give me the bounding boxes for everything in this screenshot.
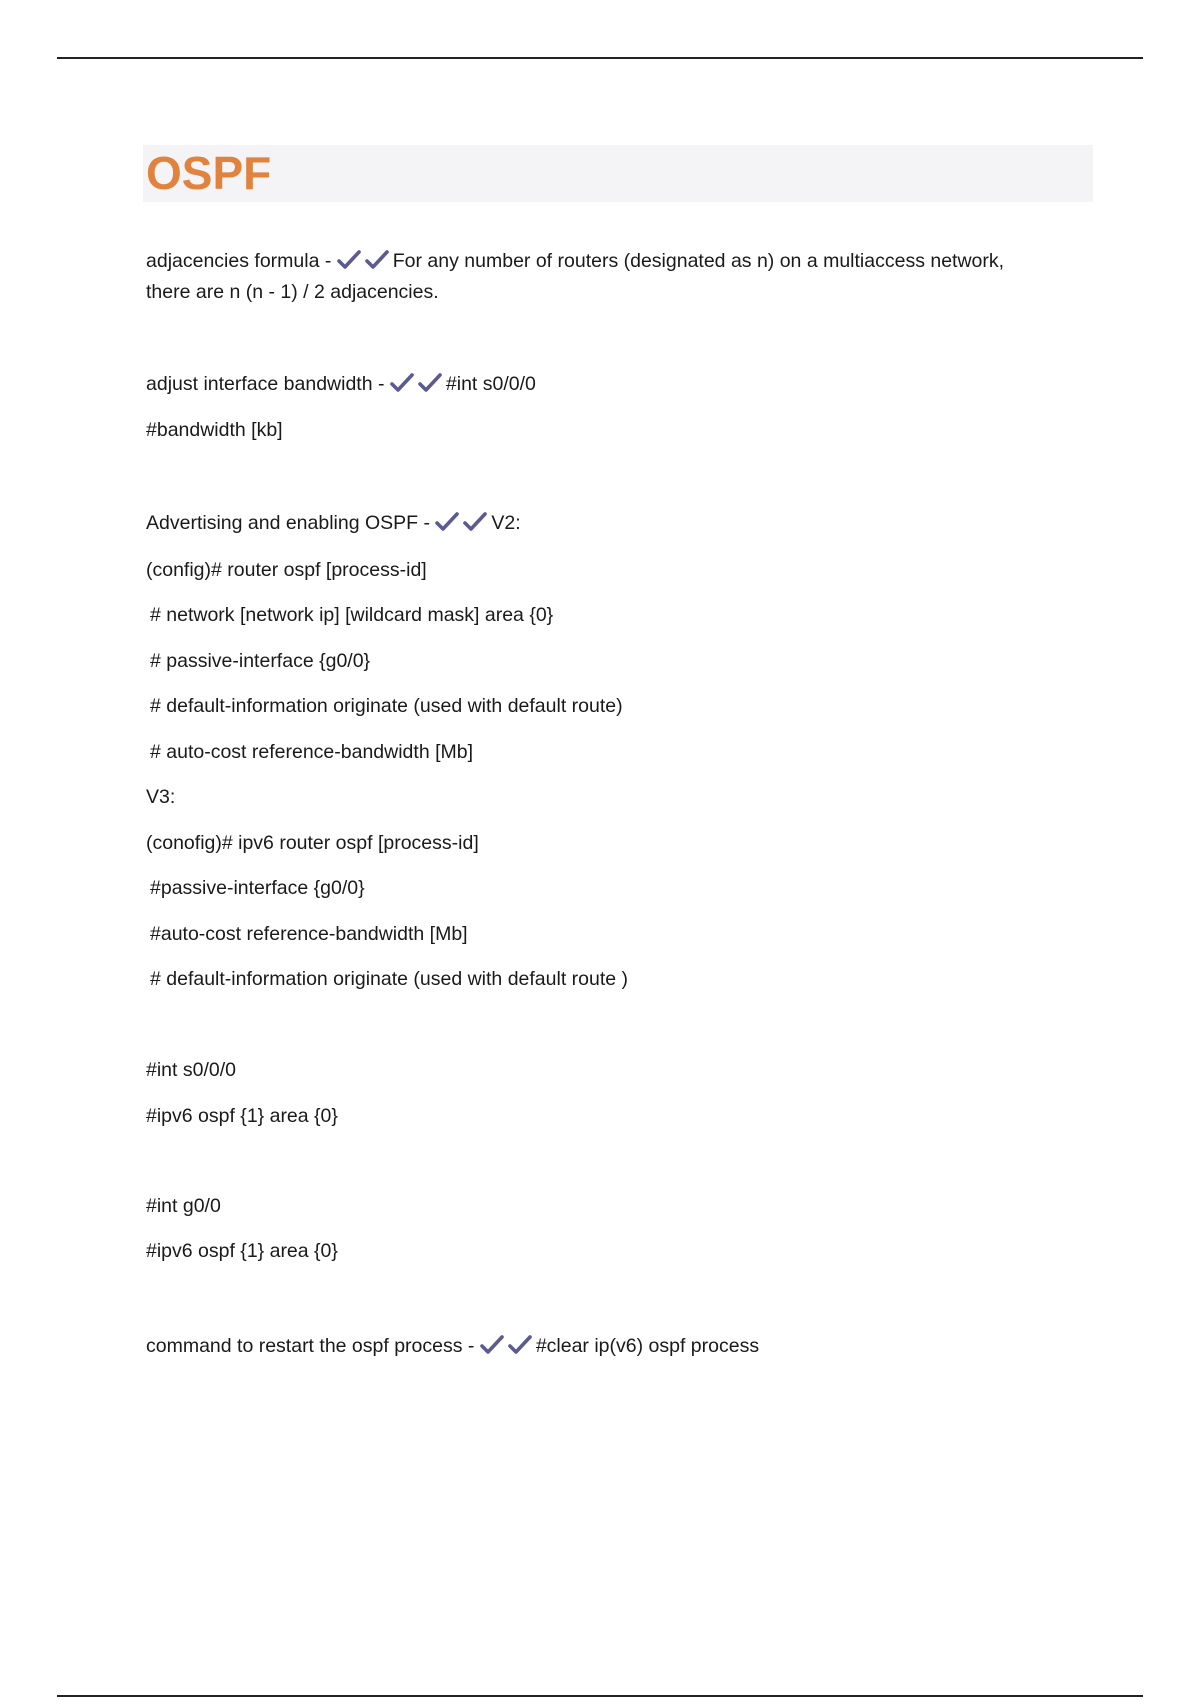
command-line: #ipv6 ospf {1} area {0} (146, 1240, 338, 1262)
entry-term: command to restart the ospf process - (146, 1335, 475, 1357)
command-line: #int g0/0 (146, 1195, 221, 1217)
title-bar (143, 145, 1093, 202)
check-icon (365, 249, 389, 271)
entry-term: adjust interface bandwidth - (146, 373, 385, 395)
check-icon (480, 1334, 504, 1356)
check-icon (463, 511, 487, 533)
entry-advertising-ospf (146, 510, 521, 536)
command-line: #bandwidth [kb] (146, 419, 283, 441)
command-line: # default-information originate (used with default route ) (150, 968, 629, 990)
command-line: #ipv6 ospf {1} area {0} (146, 1105, 338, 1127)
command-line: V3: (146, 786, 176, 808)
entry-term: adjacencies formula - (146, 250, 332, 272)
command-line: #int s0/0/0 (146, 1059, 236, 1081)
command-line: # network [network ip] [wildcard mask] area {0} (150, 604, 554, 626)
entry-adjust-bandwidth (146, 371, 536, 397)
page-title: OSPF (146, 147, 272, 199)
command-line: (conofig)# ipv6 router ospf [process-id] (146, 832, 479, 854)
command-line: # passive-interface {g0/0} (150, 650, 371, 672)
command-line: #auto-cost reference-bandwidth [Mb] (150, 923, 468, 945)
entry-term: Advertising and enabling OSPF - (146, 512, 430, 534)
command-line: (config)# router ospf [process-id] (146, 559, 427, 581)
command-line: #passive-interface {g0/0} (150, 877, 365, 899)
entry-restart-ospf (146, 1333, 759, 1359)
check-icon (390, 372, 414, 394)
check-icon (418, 372, 442, 394)
command-line: # default-information originate (used with default route) (150, 695, 623, 717)
page-bottom-rule (57, 1695, 1143, 1697)
entry-answer: #int s0/0/0 (445, 373, 536, 395)
check-icon (435, 511, 459, 533)
entry-continuation: there are n (n - 1) / 2 adjacencies. (146, 281, 439, 303)
command-line: # auto-cost reference-bandwidth [Mb] (150, 741, 474, 763)
check-icon (337, 249, 361, 271)
entry-answer: For any number of routers (designated as n) on a multiaccess network, (392, 250, 1005, 272)
check-icon (508, 1334, 532, 1356)
entry-answer: V2: (491, 512, 521, 534)
entry-answer: #clear ip(v6) ospf process (535, 1335, 760, 1357)
entry-adjacencies-formula (146, 248, 1004, 274)
page-top-rule (57, 57, 1143, 59)
